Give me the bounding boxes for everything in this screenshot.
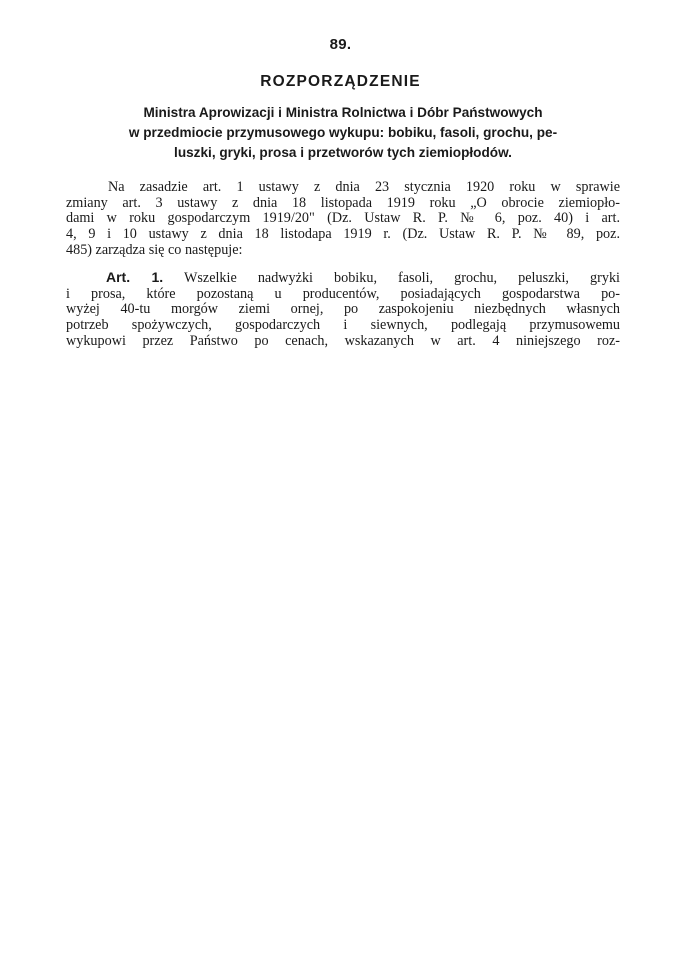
article-1-label: Art. 1. [106, 269, 164, 285]
document-subtitle [66, 103, 620, 163]
article-line: wyżej 40-tu morgów ziemi ornej, po zaspokojeniu niezbędnych własnych [66, 301, 620, 318]
document-title: ROZPORZĄDZENIE [260, 73, 421, 90]
preamble-line: dami w roku gospodarczym 1919/20" (Dz. Ustaw R. P. № 6, poz. 40) i art. [66, 210, 620, 227]
article-line: potrzeb spożywczych, gospodarczych i siewnych, podlegają przymusowemu [66, 317, 620, 334]
preamble-line: 485) zarządza się co następuje: [66, 241, 243, 258]
article-1-first-line [66, 270, 620, 287]
subtitle-line: Ministra Aprowizacji i Ministra Rolnictwa i Dóbr Państwowych [143, 105, 543, 120]
subtitle-line: w przedmiocie przymusowego wykupu: bobiku, fasoli, grochu, pe- [128, 125, 558, 140]
subtitle-line: luszki, gryki, prosa i przetworów tych ziemiopłodów. [174, 145, 512, 160]
preamble-line: 4, 9 i 10 ustawy z dnia 18 listodapa 1919 r. (Dz. Ustaw R. P. № 89, poz. [66, 226, 620, 243]
preamble-line: zmiany art. 3 ustawy z dnia 18 listopada 1919 roku „O obrocie ziemiopło- [66, 194, 620, 211]
page-number: 89. [329, 36, 352, 53]
article-line: i prosa, które pozostaną u producentów, posiadających gospodarstwa po- [66, 285, 620, 302]
article-line: wykupowi przez Państwo po cenach, wskazanych w art. 4 niniejszego roz- [66, 332, 620, 349]
preamble-line: Na zasadzie art. 1 ustawy z dnia 23 stycznia 1920 roku w sprawie [108, 179, 620, 195]
article-1-paragraph [66, 270, 620, 350]
preamble-paragraph [66, 180, 620, 259]
article-1-first-text: Wszelkie nadwyżki bobiku, fasoli, grochu, peluszki, gryki [183, 270, 620, 286]
